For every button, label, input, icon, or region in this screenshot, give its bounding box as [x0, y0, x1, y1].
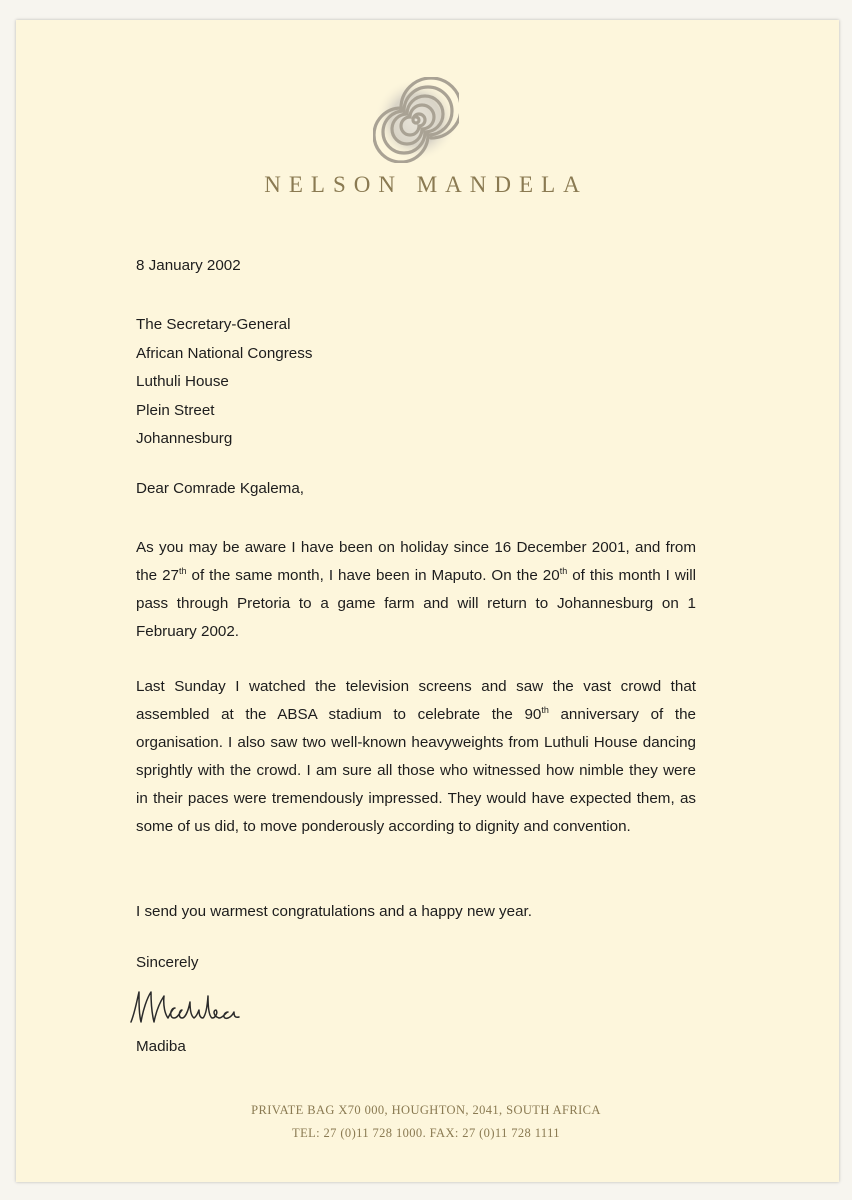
paragraph-text: of this month I will pass through Pretoria to a game farm and will return to Johannesburg on 1 February 2002.	[136, 567, 696, 640]
recipient-line: Plein Street	[136, 401, 215, 419]
recipient-line: African National Congress	[136, 344, 313, 362]
signature	[127, 982, 267, 1034]
signed-name: Madiba	[136, 1038, 186, 1055]
footer-address: PRIVATE BAG X70 000, HOUGHTON, 2041, SOUTH AFRICA	[251, 1103, 601, 1117]
closing: Sincerely	[136, 954, 199, 971]
recipient-address	[136, 311, 696, 454]
footer-contact: TEL: 27 (0)11 728 1000. FAX: 27 (0)11 728 1111	[292, 1126, 560, 1140]
salutation: Dear Comrade Kgalema,	[136, 480, 304, 497]
paragraph-text: anniversary of the organisation. I also saw two well-known heavyweights from Luthuli House dancing sprightly with the crowd. I am sure all those who witnessed how nimble they were in their paces were tremendously impressed. They would have expected them, as some of us did, to move ponderously according to dignity and convention.	[136, 706, 696, 835]
letterhead-name: NELSON MANDELA	[264, 172, 588, 197]
recipient-line: The Secretary-General	[136, 316, 291, 333]
ordinal-suffix: th	[541, 705, 549, 715]
recipient-line: Johannesburg	[136, 430, 233, 447]
letter-date: 8 January 2002	[136, 257, 241, 274]
ordinal-suffix: th	[179, 566, 187, 576]
paragraph-3: I send you warmest congratulations and a happy new year.	[136, 903, 532, 920]
paragraph-2	[136, 673, 696, 841]
paragraph-text: As you may be aware I have been on holiday since 16 December 2001, and from the 27	[136, 539, 696, 584]
paragraph-1	[136, 534, 696, 646]
ordinal-suffix: th	[559, 566, 568, 576]
paragraph-text: of the same month, I have been in Maputo. On the 20	[186, 567, 560, 584]
recipient-line: Luthuli House	[136, 373, 229, 390]
paragraph-text: Last Sunday I watched the television screens and saw the vast crowd that assembled at the ABSA stadium to celebrate the 90	[136, 678, 696, 723]
spiral-icon	[373, 77, 459, 163]
